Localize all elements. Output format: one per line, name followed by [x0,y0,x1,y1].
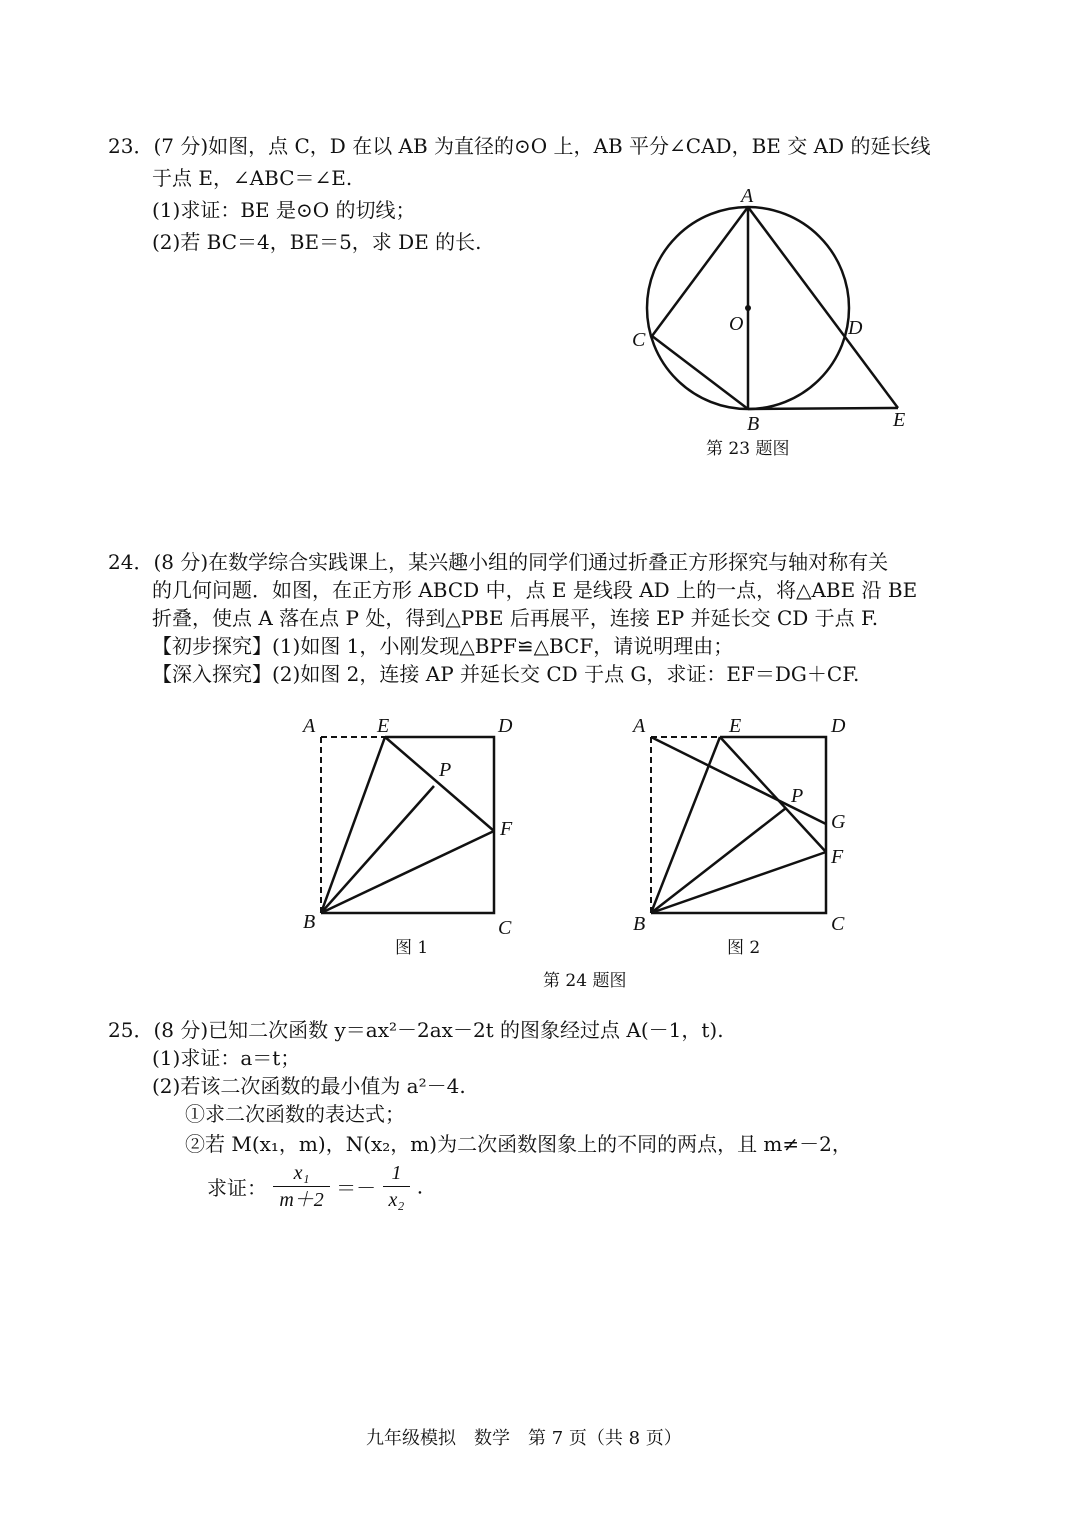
q23-line-2: 于点 E，∠ABC＝∠E. [152,166,353,190]
q24-line-2: 的几何问题．如图，在正方形 ABCD 中，点 E 是线段 AD 上的一点，将△ABE 沿 BE [152,578,918,602]
q25-subquestion-2: (2)若该二次函数的最小值为 a²－4. [152,1074,466,1098]
label-p: P [791,785,804,807]
label-f: F [500,818,513,840]
label-a: A [633,715,646,737]
q24-figure-2-caption: 图 2 [727,938,761,958]
label-d: D [831,715,846,737]
label-f: F [831,846,844,868]
segment-ag [651,737,826,824]
label-g: G [831,811,846,833]
label-b: B [633,913,646,935]
square-sides [321,737,494,913]
q25-item-2: ②若 M(x₁，m)，N(x₂，m)为二次函数图象上的不同的两点，且 m≠－2， [185,1132,852,1156]
label-o: O [729,313,744,335]
label-a: A [741,185,754,207]
q24-figure-1 [295,710,535,940]
q23-figure [620,180,940,465]
q23-figure-caption: 第 23 题图 [706,439,790,459]
q23-subquestion-1: (1)求证：BE 是⊙O 的切线； [152,198,416,222]
label-a: A [303,715,316,737]
label-e: E [893,409,906,431]
segment-bp [321,786,434,913]
q24-figure-1-caption: 图 1 [395,938,429,958]
label-d: D [848,317,863,339]
q24-line-1: 24．(8 分)在数学综合实践课上，某兴趣小组的同学们通过折叠正方形探究与轴对称有关 [108,550,889,574]
q25-item-1: ①求二次函数的表达式； [185,1102,405,1126]
q23-line-1: 23．(7 分)如图，点 C，D 在以 AB 为直径的⊙O 上，AB 平分∠CAD，BE 交 AD 的延长线 [108,134,931,158]
fraction-x1-over-m-plus-2 [273,1162,329,1211]
segment-ef [720,737,826,852]
label-c: C [498,917,512,939]
q25-subquestion-1: (1)求证：a＝t； [152,1046,301,1070]
fraction-1-over-x2 [383,1162,411,1211]
q25-proof-expression [207,1162,423,1211]
q24-line-3: 折叠，使点 A 落在点 P 处，得到△PBE 后再展平，连接 EP 并延长交 CD 于点 F. [152,606,879,630]
q24-part-2: 【深入探究】(2)如图 2，连接 AP 并延长交 CD 于点 G，求证：EF＝DG＋CF. [152,662,860,686]
label-c: C [831,913,845,935]
fraction-2-denominator: x₂ [388,1189,405,1211]
label-p: P [439,759,452,781]
proof-prefix: 求证： [207,1176,267,1200]
label-e: E [729,715,742,737]
equals-negative: ＝－ [336,1176,377,1200]
label-c: C [632,329,646,351]
segment-bf [651,852,826,913]
q25-line-1: 25．(8 分)已知二次函数 y＝ax²－2ax－2t 的图象经过点 A(－1，t). [108,1018,724,1042]
label-b: B [747,413,760,435]
segment-ef [385,737,494,831]
q24-figure-caption: 第 24 题图 [543,971,627,991]
page-footer: 九年级模拟 数学 第 7 页（共 8 页） [366,1428,682,1449]
fraction-2-numerator: 1 [383,1162,411,1187]
fraction-1-denominator: m＋2 [279,1189,324,1211]
q24-part-1: 【初步探究】(1)如图 1，小刚发现△BPF≌△BCF，请说明理由； [152,634,734,658]
q23-subquestion-2: (2)若 BC＝4，BE＝5，求 DE 的长. [152,230,482,254]
segment-ae [748,207,898,408]
q24-figure-2 [625,710,865,940]
label-b: B [303,911,316,933]
center-point-o [745,305,751,311]
label-d: D [498,715,513,737]
fraction-1-numerator: x₁ [273,1162,329,1187]
segment-be [748,408,898,409]
label-e: E [377,715,390,737]
proof-suffix: . [416,1174,424,1199]
